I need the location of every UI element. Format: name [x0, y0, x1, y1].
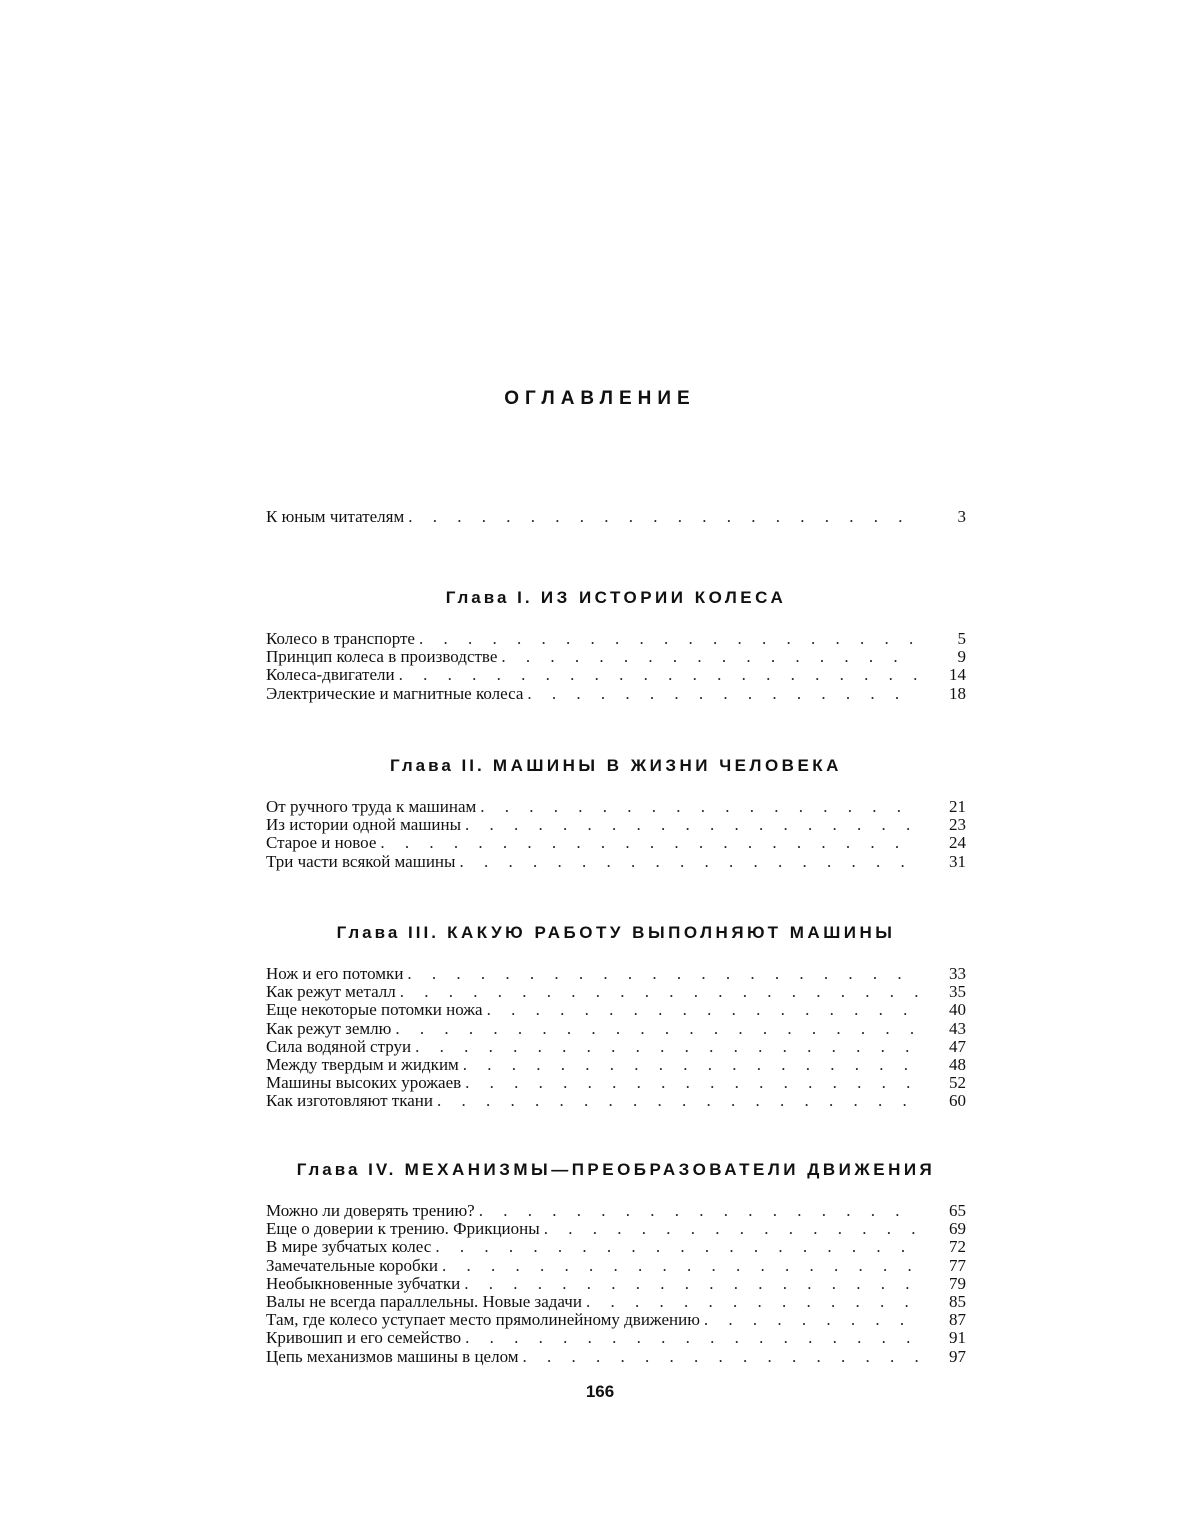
entry-title: Там, где колесо уступает место прямолинейному движению [266, 1310, 700, 1330]
toc-entry [266, 1238, 966, 1256]
dot-leader [419, 630, 918, 648]
toc-entry [266, 1329, 966, 1347]
entry-title: Машины высоких урожаев [266, 1073, 462, 1093]
dot-leader [380, 834, 918, 852]
dot-leader [704, 1311, 918, 1329]
dot-leader [399, 666, 918, 684]
dot-leader [464, 1275, 918, 1293]
entry-title: Колесо в транспорте [266, 629, 415, 648]
dot-leader [459, 853, 918, 871]
entry-title: Нож и его потомки [266, 964, 404, 983]
toc-entry [266, 1202, 966, 1220]
toc-entry [266, 1293, 966, 1311]
toc-entry [266, 508, 966, 526]
toc-entry [266, 1311, 966, 1329]
toc-entry [266, 1348, 966, 1366]
entry-title: Как изготовляют ткани [266, 1091, 433, 1111]
dot-leader [523, 1348, 918, 1366]
entry-page: 9 [957, 647, 966, 667]
toc-entry [266, 965, 966, 983]
dot-leader [480, 798, 918, 816]
entry-page: 23 [949, 815, 966, 835]
dot-leader [465, 816, 918, 834]
entry-title: Еще некоторые потомки ножа [266, 1000, 483, 1020]
dot-leader [400, 983, 918, 1001]
toc-entry [266, 1056, 966, 1074]
chapter-label: Глава III. [336, 923, 439, 942]
entry-title: От ручного труда к машинам [266, 797, 477, 816]
chapter-label: Глава I. [445, 588, 533, 607]
entry-page: 87 [949, 1310, 966, 1330]
entry-page: 33 [949, 964, 966, 983]
dot-leader [487, 1001, 918, 1019]
entry-page: 79 [949, 1273, 966, 1293]
chapter-4 [266, 1160, 966, 1366]
chapter-3 [266, 923, 966, 1111]
entry-page: 47 [949, 1036, 966, 1056]
dot-leader [479, 1202, 918, 1220]
chapter-name: МЕХАНИЗМЫ—ПРЕОБРАЗОВАТЕЛИ ДВИЖЕНИЯ [404, 1160, 936, 1179]
entry-title: Цепь механизмов машины в целом [266, 1346, 519, 1366]
toc-entry [266, 630, 966, 648]
entry-page: 21 [949, 797, 966, 816]
chapter-name: МАШИНЫ В ЖИЗНИ ЧЕЛОВЕКА [492, 756, 842, 775]
toc-entry [266, 1001, 966, 1019]
entry-page: 48 [949, 1054, 966, 1074]
entry-title: Замечательные коробки [266, 1255, 439, 1275]
entry-title: К юным читателям [266, 507, 405, 526]
chapter-name: КАКУЮ РАБОТУ ВЫПОЛНЯЮТ МАШИНЫ [447, 923, 896, 942]
chapter-heading [266, 1160, 966, 1180]
dot-leader [501, 648, 918, 666]
chapter-label: Глава IV. [296, 1160, 397, 1179]
entry-page: 14 [949, 665, 966, 685]
toc-entry [266, 1257, 966, 1275]
entry-title: Принцип колеса в производстве [266, 647, 498, 667]
entry-title: Старое и новое [266, 833, 377, 853]
chapter-1 [266, 588, 966, 703]
dot-leader [527, 685, 918, 703]
entry-title: Колеса-двигатели [266, 665, 395, 685]
entry-page: 52 [949, 1073, 966, 1093]
entry-page: 91 [949, 1328, 966, 1348]
entry-title: Необыкновенные зубчатки [266, 1273, 461, 1293]
entry-page: 72 [949, 1237, 966, 1257]
entry-page: 60 [949, 1091, 966, 1111]
entry-page: 85 [949, 1291, 966, 1311]
entry-title: Валы не всегда параллельны. Новые задачи [266, 1291, 582, 1311]
entry-title: Как режут металл [266, 982, 396, 1002]
entry-title: Три части всякой машины [266, 851, 456, 871]
dot-leader [465, 1329, 918, 1347]
dot-leader [415, 1038, 918, 1056]
entry-title: Между твердым и жидким [266, 1054, 459, 1074]
entry-title: Как режут землю [266, 1018, 392, 1038]
toc-entry [266, 853, 966, 871]
entry-page: 31 [949, 851, 966, 871]
toc-entry [266, 1220, 966, 1238]
toc-entry [266, 1038, 966, 1056]
entry-page: 77 [949, 1255, 966, 1275]
entry-title: Из истории одной машины [266, 815, 462, 835]
toc-entry [266, 1275, 966, 1293]
chapter-heading [266, 588, 966, 608]
entry-page: 40 [949, 1000, 966, 1020]
entry-title: Сила водяной струи [266, 1036, 412, 1056]
entry-page: 35 [949, 982, 966, 1002]
entry-title: В мире зубчатых колес [266, 1237, 432, 1257]
toc-entry [266, 1092, 966, 1110]
dot-leader [465, 1074, 918, 1092]
entry-page: 65 [949, 1201, 966, 1220]
intro-entry [266, 508, 966, 526]
dot-leader [407, 965, 918, 983]
toc-entry [266, 834, 966, 852]
toc-entry [266, 648, 966, 666]
toc-entry [266, 816, 966, 834]
entry-page: 69 [949, 1219, 966, 1239]
dot-leader [395, 1020, 918, 1038]
chapter-heading [266, 756, 966, 776]
toc-entry [266, 685, 966, 703]
dot-leader [544, 1220, 918, 1238]
dot-leader [408, 508, 918, 526]
toc-entry [266, 666, 966, 684]
entry-title: Можно ли доверять трению? [266, 1201, 475, 1220]
dot-leader [437, 1092, 918, 1110]
chapter-heading [266, 923, 966, 943]
dot-leader [442, 1257, 918, 1275]
contents-title: ОГЛАВЛЕНИЕ [504, 388, 696, 409]
toc-entry [266, 983, 966, 1001]
chapter-label: Глава II. [390, 756, 485, 775]
entry-page: 97 [949, 1346, 966, 1366]
dot-leader [586, 1293, 918, 1311]
toc-entry [266, 1020, 966, 1038]
entry-title: Электрические и магнитные колеса [266, 683, 524, 703]
toc-entry [266, 798, 966, 816]
entry-page: 24 [949, 833, 966, 853]
dot-leader [463, 1056, 918, 1074]
entry-page: 5 [957, 629, 966, 648]
dot-leader [435, 1238, 918, 1256]
chapter-2 [266, 756, 966, 871]
entry-title: Еще о доверии к трению. Фрикционы [266, 1219, 540, 1239]
toc-entry [266, 1074, 966, 1092]
chapter-name: ИЗ ИСТОРИИ КОЛЕСА [540, 588, 787, 607]
entry-page: 43 [949, 1018, 966, 1038]
page-number: 166 [585, 1382, 615, 1401]
entry-title: Кривошип и его семейство [266, 1328, 462, 1348]
entry-page: 18 [949, 683, 966, 703]
entry-page: 3 [957, 507, 966, 526]
